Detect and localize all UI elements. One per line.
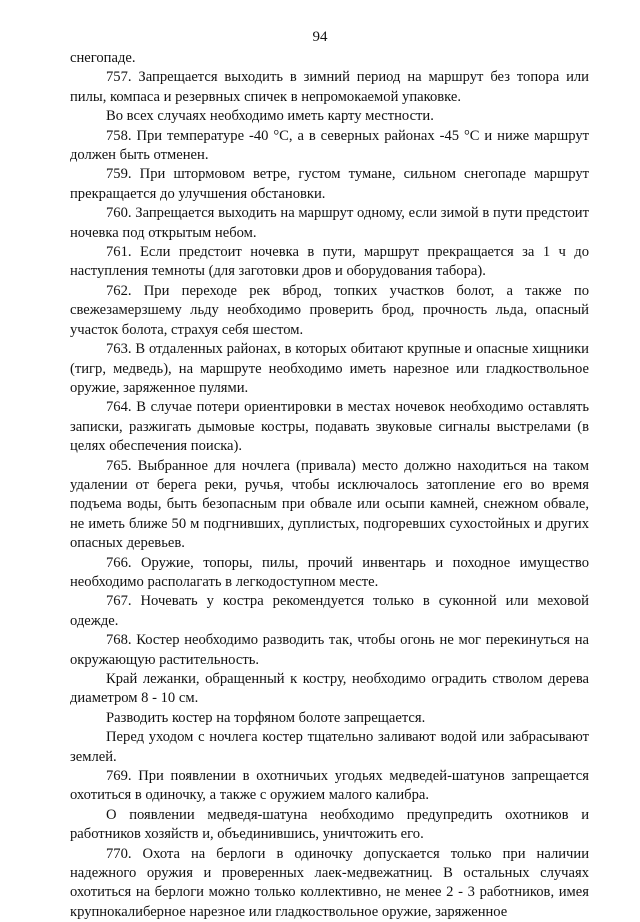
paragraph-768-peat-bog: Разводить костер на торфяном болоте запрещается.	[106, 709, 426, 726]
paragraph-767: 767. Ночевать у костра рекомендуется только в суконной или меховой одежде.	[70, 593, 589, 629]
document-body	[70, 49, 589, 922]
paragraph-769: 769. При появлении в охотничьих угодьях медведей-шатунов запрещается охотиться в одиночку, а также с оружием малого калибра.	[70, 768, 589, 804]
page-number: 94	[312, 29, 328, 45]
paragraph-757-map: Во всех случаях необходимо иметь карту местности.	[106, 108, 434, 125]
paragraph-761: 761. Если предстоит ночевка в пути, маршрут прекращается за 1 ч до наступления темноты (для заготовки дров и оборудования табора).	[70, 244, 589, 280]
paragraph-continuation: снегопаде.	[70, 50, 136, 66]
paragraph-765: 765. Выбранное для ночлега (привала) место должно находиться на таком удалении от берега реки, ручья, чтобы исключалось затопление его во время подъема воды, быть безопасным при обвале или осыпи камней, снежном обвале, не иметь ближе 50 м подгнивших, дуплистых, подгоревших сухостойных и других опасных деревьев.	[70, 457, 589, 552]
paragraph-763: 763. В отдаленных районах, в которых обитают крупные и опасные хищники (тигр, медведь), на маршруте необходимо иметь нарезное или гладкоствольное оружие, заряженное пулями.	[70, 341, 589, 396]
paragraph-759: 759. При штормовом ветре, густом тумане, сильном снегопаде маршрут прекращается до улучшения обстановки.	[70, 166, 589, 202]
paragraph-758: 758. При температуре -40 °С, а в северных районах -45 °С и ниже маршрут должен быть отменен.	[70, 127, 589, 164]
paragraph-762: 762. При переходе рек вброд, топких участков болот, а также по свежезамерзшему льду необходимо проверить брод, прочность льда, опасный участок болота, страхуя себя шестом.	[70, 282, 589, 338]
paragraph-766: 766. Оружие, топоры, пилы, прочий инвентарь и походное имущество необходимо располагать в легкодоступном месте.	[70, 554, 589, 590]
paragraph-768-bed-edge: Край лежанки, обращенный к костру, необходимо оградить стволом дерева диаметром 8 - 10 см.	[70, 671, 589, 707]
paragraph-760: 760. Запрещается выходить на маршрут одному, если зимой в пути предстоит ночевка под открытым небом.	[70, 205, 589, 241]
paragraph-768-extinguish: Перед уходом с ночлега костер тщательно заливают водой или забрасывают землей.	[70, 729, 589, 765]
paragraph-769-warning: О появлении медведя-шатуна необходимо предупредить охотников и работников хозяйств и, объединившись, уничтожить его.	[70, 806, 589, 843]
paragraph-764: 764. В случае потери ориентировки в местах ночевок необходимо оставлять записки, разжигать дымовые костры, подавать звуковые сигналы выстрелами (в целях обеспечения поиска).	[70, 399, 589, 455]
paragraph-768: 768. Костер необходимо разводить так, чтобы огонь не мог перекинуться на окружающую растительность.	[70, 632, 589, 668]
paragraph-757: 757. Запрещается выходить в зимний период на маршрут без топора или пилы, компаса и резервных спичек в непромокаемой упаковке.	[70, 69, 589, 105]
paragraph-770: 770. Охота на берлоги в одиночку допускается только при наличии надежного оружия и проверенных лаек-медвежатниц. В остальных случаях охотиться на берлоги можно только коллективно, не менее 2 - 3 работников, имея крупнокалиберное нарезное или гладкоствольное оружие, заряженное	[70, 845, 589, 920]
